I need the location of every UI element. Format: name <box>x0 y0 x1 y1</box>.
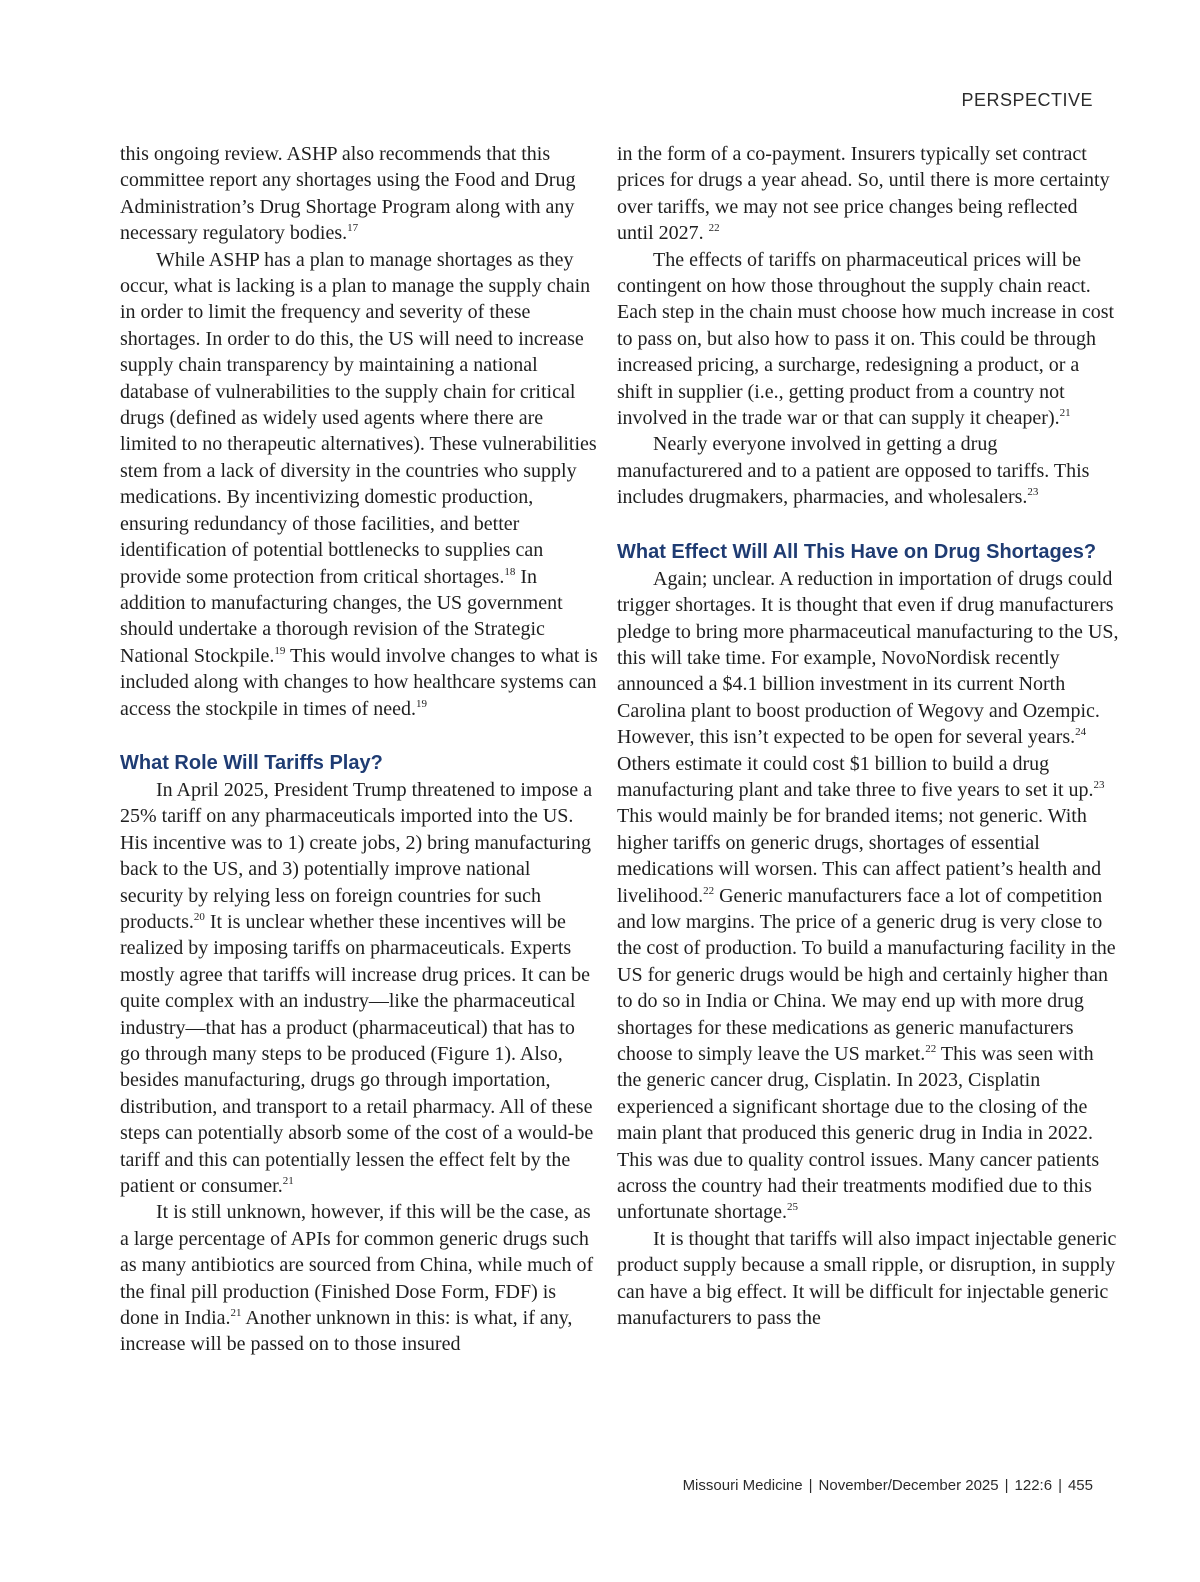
left-column <box>120 141 598 1358</box>
reference-superscript: 19 <box>274 644 286 657</box>
section-heading-tariffs: What Role Will Tariffs Play? <box>120 751 383 774</box>
issue-date: November/December 2025 <box>818 1477 999 1494</box>
reference-superscript: 22 <box>708 222 720 235</box>
reference-superscript: 22 <box>925 1043 937 1055</box>
paragraph: It is thought that tariffs will also impact injectable generic product supply because a small ripple, or disruption, in supply can have a big effect. It will be difficult for injectable generic manufacturers to pass the <box>617 1227 1117 1330</box>
right-column <box>617 141 1119 1331</box>
paragraph: In April 2025, President Trump threatened to impose a 25% tariff on any pharmaceuticals imported into the US. His incentive was to 1) create jobs, 2) bring manufacturing back to the US, and 3) potentially improve national security by relying less on foreign countries for such products.$^{20}$ It is unclear whether these incentives will be realized by imposing tariffs on pharmaceuticals. Experts mostly agree that tariffs will increase drug prices. It can be quite complex with an industry—like the pharmaceutical industry—that has a product (pharmaceutical) that has to go through many steps to be produced (Figure 1). Also, besides manufacturing, drugs go through importation, distribution, and transport to a retail pharmacy. All of these steps can potentially absorb some of the cost of a would-be tariff and this can potentially lessen the effect felt by the patient or consumer.$^{21}$ <box>120 778 594 1198</box>
reference-superscript: 21 <box>230 1307 242 1320</box>
reference-superscript: 23 <box>1027 486 1039 499</box>
footer-separator: | <box>1058 1477 1062 1494</box>
reference-superscript: 21 <box>1059 407 1071 420</box>
paragraph: It is still unknown, however, if this will be the case, as a large percentage of APIs for common generic drugs such as many antibiotics are sourced from China, while much of the final pill production (Finished Dose Form, FDF) is done in India.$^{21}$ Another unknown in this: is what, if any, increase will be passed on to those insured <box>120 1201 594 1356</box>
paragraph: Nearly everyone involved in getting a drug manufacturered and to a patient are opposed to tariffs. This includes drugmakers, pharmacies, and wholesalers.$^{23}$ <box>617 433 1090 509</box>
page-footer <box>683 1477 1093 1494</box>
reference-superscript: 18 <box>504 565 516 578</box>
reference-superscript: 19 <box>416 697 428 710</box>
paragraph: While ASHP has a plan to manage shortages as they occur, what is lacking is a plan to manage the supply chain in order to limit the frequency and severity of these shortages. In order to do this, the US will need to increase supply chain transparency by maintaining a national database of vulnerabilities to the supply chain for critical drugs (defined as widely used agents where there are limited to no therapeutic alternatives). These vulnerabilities stem from a lack of diversity in the countries who supply medications. By incentivizing domestic production, ensuring redundancy of those facilities, and better identification of potential bottlenecks to supplies can provide some protection from critical shortages.$^{18}$ In addition to manufacturing changes, the US government should undertake a thorough revision of the Strategic National Stockpile.$^{19}$ This would involve changes to what is included along with changes to how healthcare systems can access the stockpile in times of need.$^{19}$ <box>120 248 598 720</box>
footer-separator: | <box>1004 1477 1009 1494</box>
paragraph: The effects of tariffs on pharmaceutical prices will be contingent on how those throughout the supply chain react. Each step in the chain must choose how much increase in cost to pass on, but also how to pass it on. This could be through increased pricing, a surcharge, redesigning a product, or a shift in supplier (i.e., getting product from a country not involved in the trade war or that can supply it cheaper).$^{21}$ <box>617 248 1115 430</box>
reference-superscript: 22 <box>703 884 715 897</box>
reference-superscript: 25 <box>786 1201 798 1214</box>
reference-superscript: 24 <box>1075 726 1087 739</box>
paragraph: this ongoing review. ASHP also recommends that this committee report any shortages using the Food and Drug Administration’s Drug Shortage Program along with any necessary regulatory bodies.$^{17}$ <box>120 143 576 245</box>
paragraph: in the form of a co-payment. Insurers typically set contract prices for drugs a year ahead. So, until there is more certainty over tariffs, we may not see price changes being reflected until 2027. $^{22}$ <box>617 143 1110 245</box>
reference-superscript: 20 <box>193 910 205 923</box>
volume-issue: 122:6 <box>1014 1477 1053 1494</box>
journal-name: Missouri Medicine <box>682 1477 803 1494</box>
page-number: 455 <box>1067 1477 1093 1494</box>
reference-superscript: 17 <box>347 222 359 235</box>
paragraph: Again; unclear. A reduction in importation of drugs could trigger shortages. It is thought that even if drug manufacturers pledge to bring more pharmaceutical manufacturing to the US, this will take time. For example, NovoNordisk recently announced a $4.1 billion investment in its current North Carolina plant to boost production of Wegovy and Ozempic. However, this isn’t expected to be open for several years.$^{24}$ Others estimate it could cost $1 billion to build a drug manufacturing plant and take three to five years to set it up.$^{23}$ This would mainly be for branded items; not generic. With higher tariffs on generic drugs, shortages of essential medications will worsen. This can affect patient’s health and livelihood.$^{22}$ Generic manufacturers face a lot of competition and low margins. The price of a generic drug is very close to the cost of production. To build a manufacturing facility in the US for generic drugs would be high and certainly higher than to do so in India or China. We may end up with more drug shortages for these medications as generic manufacturers choose to simply leave the US market.$^{22}$ This was seen with the generic cancer drug, Cisplatin. In 2023, Cisplatin experienced a significant shortage due to the closing of the main plant that produced this generic drug in India in 2022. This was due to quality control issues. Many cancer patients across the country had their treatments modified due to this unfortunate shortage.$^{25}$ <box>617 567 1119 1224</box>
footer-separator: | <box>808 1477 813 1494</box>
reference-superscript: 21 <box>282 1175 294 1188</box>
section-heading-drug-shortages: What Effect Will All This Have on Drug Shortages? <box>617 540 1097 563</box>
reference-superscript: 23 <box>1093 778 1105 791</box>
section-label: PERSPECTIVE <box>961 90 1093 110</box>
